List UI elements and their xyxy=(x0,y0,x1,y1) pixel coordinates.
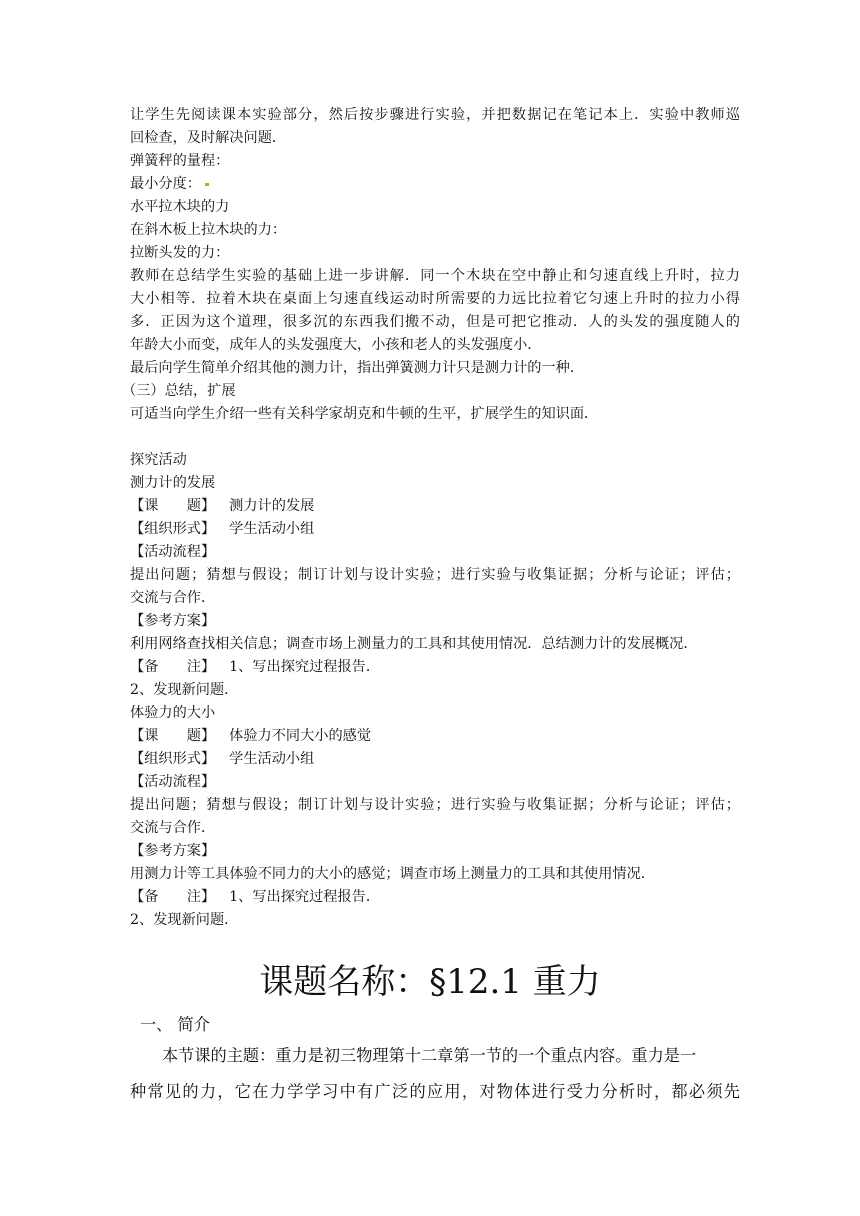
paragraph-line: 水平拉木块的力 xyxy=(130,199,230,215)
paragraph-line: 回检查，及时解决问题． xyxy=(130,130,287,146)
highlight-mark xyxy=(205,183,209,186)
flow-line: 提出问题；猜想与假设；制订计划与设计实验；进行实验与收集证据；分析与论证；评估； xyxy=(130,567,740,583)
activity-name: 测力计的发展 xyxy=(130,475,216,491)
flow-line: 提出问题；猜想与假设；制订计划与设计实验；进行实验与收集证据；分析与论证；评估； xyxy=(130,797,740,813)
topic-value: 体验力不同大小的感觉 xyxy=(229,728,372,744)
note-label: 【备 注】 xyxy=(130,659,216,675)
activity-topic-row xyxy=(130,725,740,747)
note-row xyxy=(130,656,740,678)
paragraph-line: 可适当向学生介绍一些有关科学家胡克和牛顿的生平，扩展学生的知识面． xyxy=(130,406,599,422)
form-value: 学生活动小组 xyxy=(229,751,315,767)
paragraph-line: 在斜木板上拉木块的力： xyxy=(130,222,287,238)
plan-value: 用测力计等工具体验不同力的大小的感觉；调查市场上测量力的工具和其使用情况． xyxy=(130,866,655,882)
intro-paragraph-line: 种常见的力，它在力学学习中有广泛的应用，对物体进行受力分析时，都必须先 xyxy=(130,1082,740,1101)
activity-form-row xyxy=(130,518,740,540)
flow-line: 交流与合作． xyxy=(130,590,216,606)
flow-line: 交流与合作． xyxy=(130,820,216,836)
note-line: 2、发现新问题． xyxy=(130,912,239,928)
activity-heading: 探究活动 xyxy=(130,452,187,468)
topic-value: 测力计的发展 xyxy=(229,498,315,514)
form-label: 【组织形式】 xyxy=(130,521,216,537)
intro-paragraph-line: 本节课的主题：重力是初三物理第十二章第一节的一个重点内容。重力是一 xyxy=(162,1046,697,1065)
plan-label: 【参考方案】 xyxy=(130,613,216,629)
note-label: 【备 注】 xyxy=(130,889,216,905)
paragraph-line: 年龄大小而变，成年人的头发强度大，小孩和老人的头发强度小． xyxy=(130,337,542,353)
paragraph-line: 弹簧秤的量程： xyxy=(130,153,230,169)
paragraph-line: 大小相等．拉着木块在桌面上匀速直线运动时所需要的力远比拉着它匀速上升时的拉力小得 xyxy=(130,291,740,307)
note-line: 2、发现新问题． xyxy=(130,682,239,698)
note-value: 1、写出探究过程报告． xyxy=(229,889,381,905)
min-division-label: 最小分度： xyxy=(130,176,201,192)
activity-name: 体验力的大小 xyxy=(130,705,216,721)
paragraph-line: 多．正因为这个道理，很多沉的东西我们搬不动，但是可把它推动．人的头发的强度随人的 xyxy=(130,314,740,330)
paragraph-line: 教师在总结学生实验的基础上进一步讲解．同一个木块在空中静止和匀速直线上升时，拉力 xyxy=(130,268,740,284)
intro-heading: 一、 简介 xyxy=(140,1015,210,1034)
form-value: 学生活动小组 xyxy=(229,521,315,537)
form-label: 【组织形式】 xyxy=(130,751,216,767)
activity-topic-row xyxy=(130,495,740,517)
note-row xyxy=(130,886,740,908)
paragraph-line: 拉断头发的力： xyxy=(130,245,230,261)
plan-value: 利用网络查找相关信息；调查市场上测量力的工具和其使用情况．总结测力计的发展概况． xyxy=(130,636,698,652)
flow-label: 【活动流程】 xyxy=(130,544,216,560)
note-value: 1、写出探究过程报告． xyxy=(229,659,381,675)
topic-label: 【课 题】 xyxy=(130,728,216,744)
activity-form-row xyxy=(130,748,740,770)
paragraph-line: 让学生先阅读课本实验部分，然后按步骤进行实验，并把数据记在笔记本上．实验中教师巡 xyxy=(130,107,740,123)
flow-label: 【活动流程】 xyxy=(130,774,216,790)
topic-label: 【课 题】 xyxy=(130,498,216,514)
paragraph-line: 最后向学生简单介绍其他的测力计，指出弹簧测力计只是测力计的一种． xyxy=(130,360,585,376)
paragraph-line xyxy=(130,173,740,195)
section-heading: （三）总结，扩展 xyxy=(122,383,236,399)
plan-label: 【参考方案】 xyxy=(130,843,216,859)
lesson-title: 课题名称：§12.1 重力 xyxy=(259,962,601,1002)
